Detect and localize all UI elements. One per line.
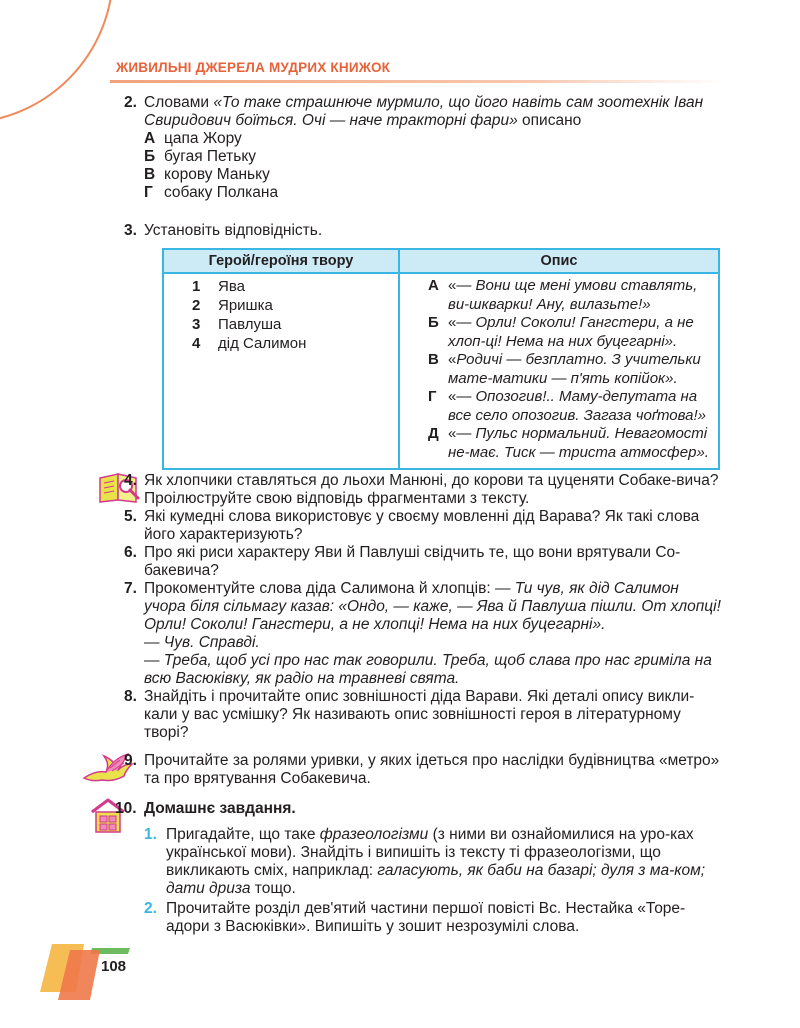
question-number: 10. <box>115 800 137 817</box>
quote-line: — Чув. Справді. <box>144 634 260 651</box>
homework-number: 2. <box>144 900 157 917</box>
question-number: 3. <box>124 222 137 239</box>
answer-option: Г собаку Полкана <box>144 184 279 201</box>
question-7 <box>124 580 724 688</box>
question-number: 5. <box>124 508 137 525</box>
header-underline <box>110 80 720 83</box>
question-text: Знайдіть і прочитайте опис зовнішності діда Варави. Які деталі опису викли-кали у вас усмішку? Як називають опис зовнішності героя в літературному творі? <box>144 688 695 741</box>
matching-table <box>162 248 720 470</box>
column-header-heroes: Герой/героїня твору <box>163 249 399 273</box>
quote-line: — Треба, щоб усі про нас так говорили. Треба, щоб слава про нас гриміла на всю Васюківку, як радіо на травневі свята. <box>144 652 712 687</box>
decorative-arc <box>0 0 114 124</box>
question-text: Про які риси характеру Яви й Павлуші свідчить те, що вони врятували Со-бакевича? <box>144 544 681 579</box>
question-2 <box>124 94 724 202</box>
question-text: Установіть відповідність. <box>144 222 323 239</box>
hero-item: 4 дід Салимон <box>192 335 307 352</box>
question-text: Прокоментуйте слова діда Салимона й хлопців: — Ти чув, як дід Салимон учора біля сільмагу казав: «Ондо, — каже, — Ява й Павлуша пішли. От хлопці! Орли! Соколи! Гангстери, а не хлопці! Нема на них буцегарні». <box>144 580 721 633</box>
question-6 <box>124 544 724 580</box>
question-number: 2. <box>124 94 137 111</box>
homework-number: 1. <box>144 826 157 843</box>
description-item: Д «— Пульс нормальний. Невагомості не-має. Тиск — триста атмосфер». <box>428 425 709 461</box>
hero-item: 3 Павлуша <box>192 316 282 333</box>
question-text: Як хлопчики ставляться до льохи Манюні, до корови та цуценяти Собаке-вича? Проілюструйте свою відповідь фрагментами з тексту. <box>144 472 719 507</box>
question-number: 6. <box>124 544 137 561</box>
question-4 <box>124 472 724 508</box>
question-number: 8. <box>124 688 137 705</box>
answer-option: Б бугая Петьку <box>144 148 257 165</box>
description-item: Б «— Орли! Соколи! Гангстери, а не хлоп-ці! Нема на них буцегарні». <box>428 314 694 350</box>
question-number: 9. <box>124 752 137 769</box>
question-3 <box>124 222 724 240</box>
column-header-description: Опис <box>399 249 719 273</box>
question-8 <box>124 688 724 742</box>
question-text: Словами «То таке страшнюче мурмило, що його навіть сам зоотехнік Іван Свиридович боїться. Очі — наче тракторні фари» описано <box>144 94 704 129</box>
answer-option: В корову Маньку <box>144 166 270 183</box>
homework-item-2: 2. Прочитайте розділ дев'ятий частини першої повісті Вс. Нестайка «Торе-адори з Васюківки». Випишіть у зошит незрозумілі слова. <box>144 900 686 935</box>
question-10 <box>115 800 724 818</box>
question-5 <box>124 508 724 544</box>
question-title: Домашнє завдання. <box>144 800 296 817</box>
page-number: 108 <box>101 958 127 975</box>
descriptions-cell <box>399 273 719 469</box>
answer-option: А цапа Жору <box>144 130 242 147</box>
question-number: 7. <box>124 580 137 597</box>
description-item: В «Родичі — безплатно. З учительки мате-матики — п'ять копійок». <box>428 351 701 387</box>
section-header: ЖИВИЛЬНІ ДЖЕРЕЛА МУДРИХ КНИЖОК <box>116 60 391 75</box>
description-item: А «— Вони ще мені умови ставлять, ви-шкварки! Ану, вилазьте!» <box>428 277 698 313</box>
hero-item: 1 Ява <box>192 278 245 295</box>
heroes-cell <box>163 273 399 469</box>
question-9 <box>124 752 724 788</box>
question-text: Прочитайте за ролями уривки, у яких ідеться про наслідки будівництва «метро» та про врятування Собакевича. <box>144 752 720 787</box>
question-text: Які кумедні слова використовує у своєму мовленні дід Варава? Як такі слова його характеризують? <box>144 508 700 543</box>
hero-item: 2 Яришка <box>192 297 273 314</box>
homework-item-1: 1. Пригадайте, що таке фразеологізми (з ними ви ознайомилися на уро-ках української мови). Знайдіть і випишіть із тексту ті фразеологізми, що викликають сміх, наприклад: галасують, як баби на базарі; дуля з ма-ком; дати дриза тощо. <box>144 826 706 897</box>
question-number: 4. <box>124 472 137 489</box>
description-item: Г «— Опозогив!.. Маму-депутата на все село опозогив. Загаза чоґтова!» <box>428 388 706 424</box>
